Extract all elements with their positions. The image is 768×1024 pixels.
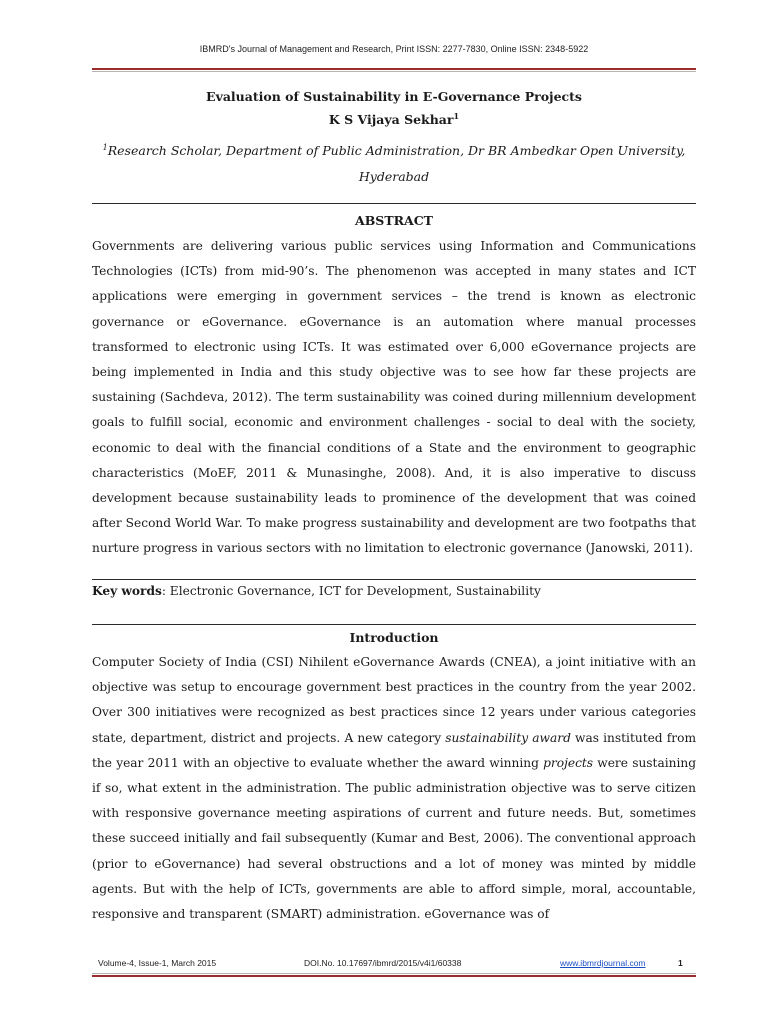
intro-italic-sustainability-award: sustainability award	[445, 730, 571, 745]
divider-after-keywords	[92, 624, 696, 625]
introduction-heading: Introduction	[349, 630, 439, 645]
header-divider-red	[92, 68, 696, 70]
intro-text-part-3: were sustaining if so, what extent in the administration. The public administration objective was to serve citizen with responsive governance meeting aspirations of current and future needs. But, sometimes these succeed initially and fail subsequently (Kumar and Best, 2006). The conventional approach (prior to eGovernance) had several obstructions and a lot of money was minted by middle agents. But with the help of ICTs, governments are able to afford simple, moral, accountable, responsive and transparent (SMART) administration. eGovernance was of	[92, 755, 697, 922]
keywords-text: : Electronic Governance, ICT for Development, Sustainability	[161, 584, 541, 598]
author-name-text: K S Vijaya Sekhar	[328, 112, 454, 128]
divider-before-keywords	[92, 579, 696, 580]
keywords-line	[92, 584, 696, 598]
footer-divider-red	[92, 975, 696, 977]
footer-volume: Volume-4, Issue-1, March 2015	[98, 958, 217, 968]
intro-text-part-2: was instituted from the year 2011 with an objective to evaluate whether the award winning	[92, 730, 697, 770]
intro-text-part-1: Computer Society of India (CSI) Nihilent eGovernance Awards (CNEA), a joint initiative with an objective was setup to encourage government best practices in the country from the year 2002. Over 300 initiatives were recognized as best practices since 12 years under various categories state, department, district and projects. A new category	[92, 655, 696, 745]
affiliation-superscript: 1	[102, 143, 108, 152]
affiliation-line-1: Research Scholar, Department of Public Administration, Dr BR Ambedkar Open University,	[107, 143, 686, 159]
journal-header: IBMRD's Journal of Management and Research, Print ISSN: 2277-7830, Online ISSN: 2348-5922	[199, 44, 589, 54]
divider-before-abstract	[92, 203, 696, 204]
intro-italic-projects: projects	[543, 755, 594, 770]
page-number: 1	[678, 958, 683, 968]
author-affiliation	[92, 135, 696, 190]
introduction-text	[92, 650, 696, 927]
header-divider-gray	[92, 71, 696, 72]
affiliation-line-2: Hyderabad	[358, 169, 430, 185]
abstract-heading: ABSTRACT	[355, 213, 433, 228]
paper-title: Evaluation of Sustainability in E-Governance Projects	[206, 89, 582, 104]
footer-divider-gray	[92, 973, 696, 974]
keywords-label: Key words	[92, 584, 162, 598]
abstract-text: Governments are delivering various public services using Information and Communications Technologies (ICTs) from mid-90’s. The phenomenon was accepted in many states and ICT applications were emerging in government services – the trend is known as electronic governance or eGovernance. eGovernance is an automation where manual processes transformed to electronic using ICTs. It was estimated over 6,000 eGovernance projects are being implemented in India and this study objective was to see how far these projects are sustaining (Sachdeva, 2012). The term sustainability was coined during millennium development goals to fulfill social, economic and environment challenges - social to deal with the society, economic to deal with the financial conditions of a State and the environment to geographic characteristics (MoEF, 2011 & Munasinghe, 2008). And, it is also imperative to discuss development because sustainability leads to prominence of the development that was coined after Second World War. To make progress sustainability and development are two footpaths that nurture progress in various sectors with no limitation to electronic governance (Janowski, 2011).	[92, 239, 696, 556]
footer-doi: DOI.No. 10.17697/ibmrd/2015/v4i1/60338	[304, 958, 462, 968]
footer-website-link[interactable]: www.ibmrdjournal.com	[560, 958, 646, 968]
author-superscript: 1	[453, 111, 460, 121]
author-name	[92, 111, 696, 127]
